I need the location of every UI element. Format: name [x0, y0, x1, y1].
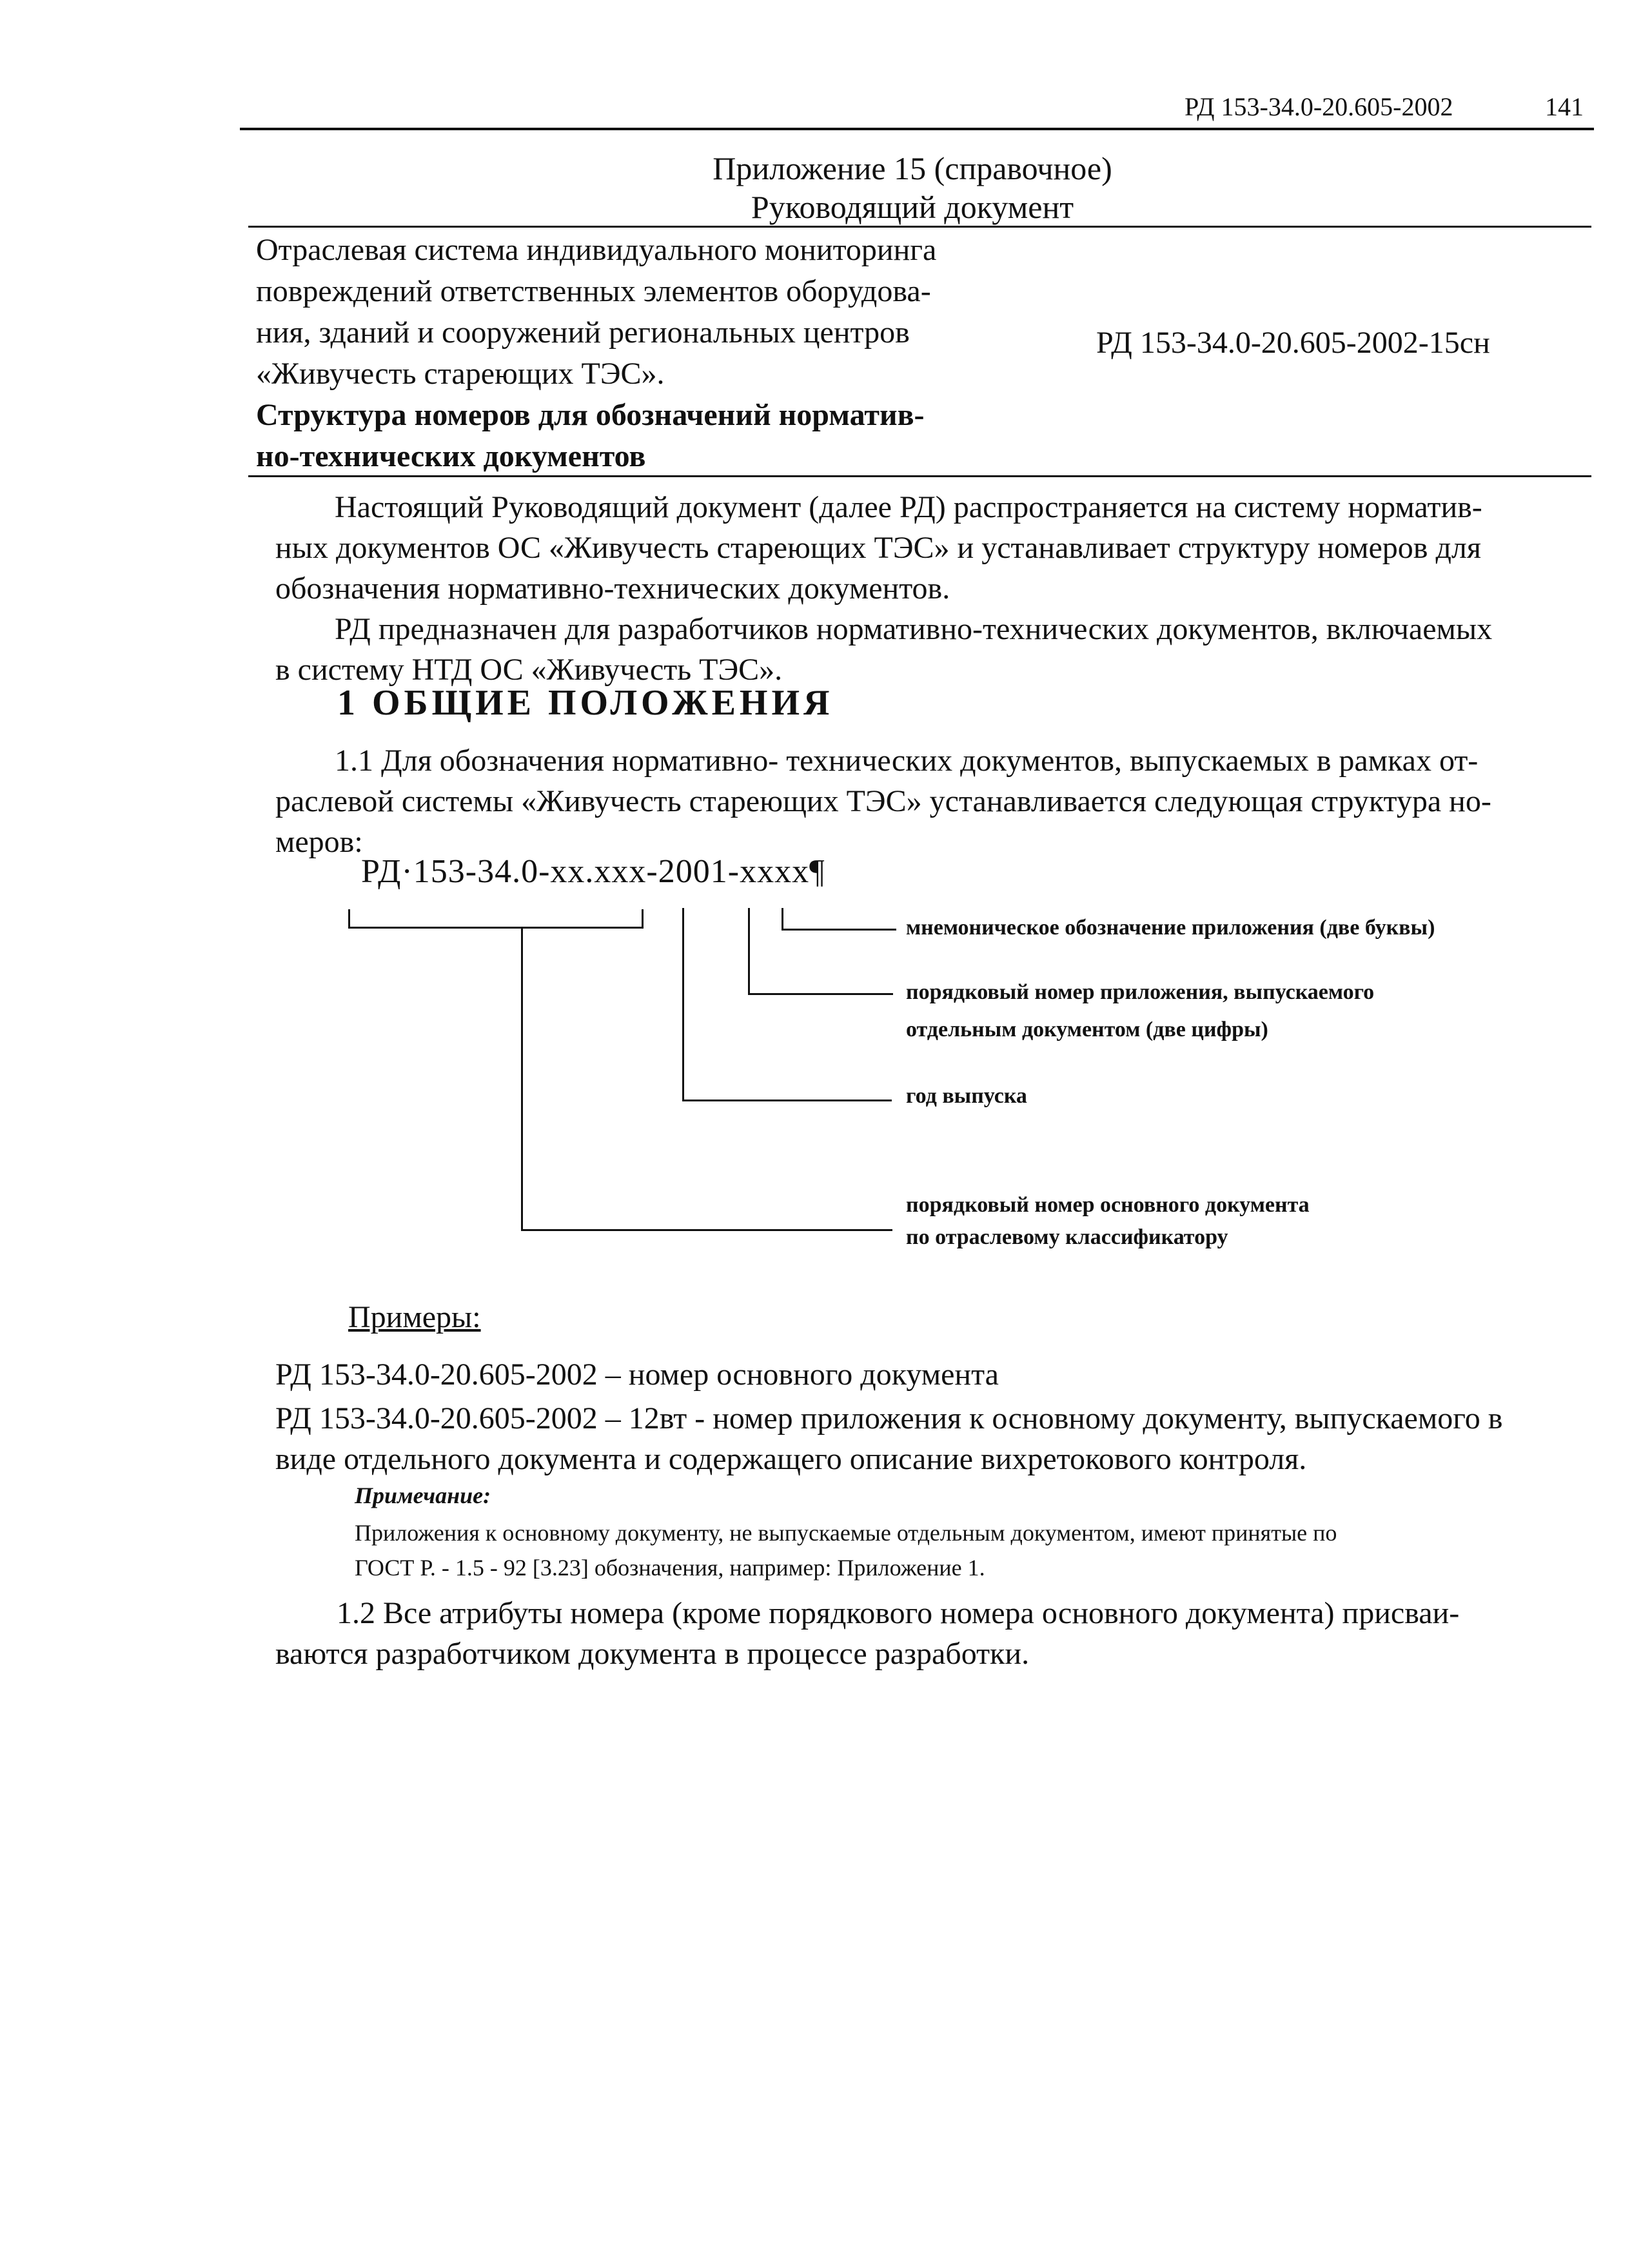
description-line: ния, зданий и сооружений региональных центров: [256, 315, 910, 350]
bracket-bottom: [348, 927, 644, 929]
intro-line: РД предназначен для разработчиков нормативно-технических документов, включаемых: [335, 612, 1493, 646]
intro-line: в систему НТД ОС «Живучесть ТЭС».: [275, 653, 783, 687]
code-template: РД·153-34.0-хх.ххх-2001-хххх¶: [361, 853, 825, 890]
appendix-title: Приложение 15 (справочное): [713, 150, 1112, 186]
section-line: меров:: [275, 825, 363, 859]
note-title: Примечание:: [355, 1483, 491, 1508]
section-line: 1.2 Все атрибуты номера (кроме порядкового номера основного документа) присваи-: [337, 1596, 1460, 1630]
label-appendix-number: отдельным документом (две цифры): [906, 1018, 1268, 1041]
appendix-no-connector: [748, 908, 750, 995]
note-line: ГОСТ Р. - 1.5 - 92 [3.23] обозначения, например: Приложение 1.: [355, 1555, 985, 1581]
intro-line: обозначения нормативно-технических документов.: [275, 571, 950, 606]
label-mnemonic: мнемоническое обозначение приложения (две буквы): [906, 916, 1435, 940]
bracket-left-tick: [348, 909, 350, 929]
examples-label: Примеры:: [348, 1300, 481, 1334]
bracket-right-tick: [642, 909, 644, 929]
section-line: ваются разработчиком документа в процессе разработки.: [275, 1637, 1030, 1671]
intro-line: ных документов ОС «Живучесть стареющих ТЭС» и устанавливает структуру номеров для: [275, 531, 1481, 565]
example-line: виде отдельного документа и содержащего описание вихретокового контроля.: [275, 1442, 1307, 1476]
label-year: год выпуска: [906, 1084, 1027, 1108]
section-line: раслевой системы «Живучесть стареющих ТЭС» устанавливается следующая структура но-: [275, 784, 1491, 818]
description-line: Отраслевая система индивидуального мониторинга: [256, 233, 937, 267]
example-line: РД 153-34.0-20.605-2002 – номер основного документа: [275, 1357, 999, 1392]
section-heading: 1 ОБЩИЕ ПОЛОЖЕНИЯ: [337, 683, 834, 723]
mnemonic-connector: [782, 908, 783, 931]
year-connector: [682, 908, 684, 1101]
label-appendix-number: порядковый номер приложения, выпускаемого: [906, 980, 1375, 1004]
year-leader: [682, 1099, 892, 1101]
appendix-no-leader: [748, 993, 893, 995]
description-bold-line: Структура номеров для обозначений норматив-: [256, 398, 925, 432]
example-line: РД 153-34.0-20.605-2002 – 12вт - номер приложения к основному документу, выпускаемого в: [275, 1401, 1503, 1435]
description-line: «Живучесть стареющих ТЭС».: [256, 357, 665, 391]
description-doc-code: РД 153-34.0-20.605-2002-15сн: [1096, 326, 1490, 360]
main-doc-leader: [521, 1229, 892, 1231]
page-number: 141: [1545, 92, 1584, 121]
label-main-doc-number: по отраслевому классификатору: [906, 1225, 1228, 1249]
label-main-doc-number: порядковый номер основного документа: [906, 1193, 1310, 1217]
header-doc-code: РД 153-34.0-20.605-2002: [1185, 92, 1453, 121]
description-bold-line: но-технических документов: [256, 439, 646, 473]
section-line: 1.1 Для обозначения нормативно- технических документов, выпускаемых в рамках от-: [335, 744, 1479, 778]
note-line: Приложения к основному документу, не выпускаемые отдельным документом, имеют принятые по: [355, 1520, 1337, 1546]
description-line: повреждений ответственных элементов оборудова-: [256, 274, 931, 308]
title-rule: [248, 226, 1591, 228]
description-rule: [248, 475, 1591, 477]
intro-line: Настоящий Руководящий документ (далее РД) распространяется на систему норматив-: [335, 490, 1482, 524]
header-rule: [240, 128, 1594, 130]
main-doc-connector: [521, 927, 523, 1231]
mnemonic-leader: [782, 929, 896, 931]
doc-type-title: Руководящий документ: [751, 189, 1074, 225]
